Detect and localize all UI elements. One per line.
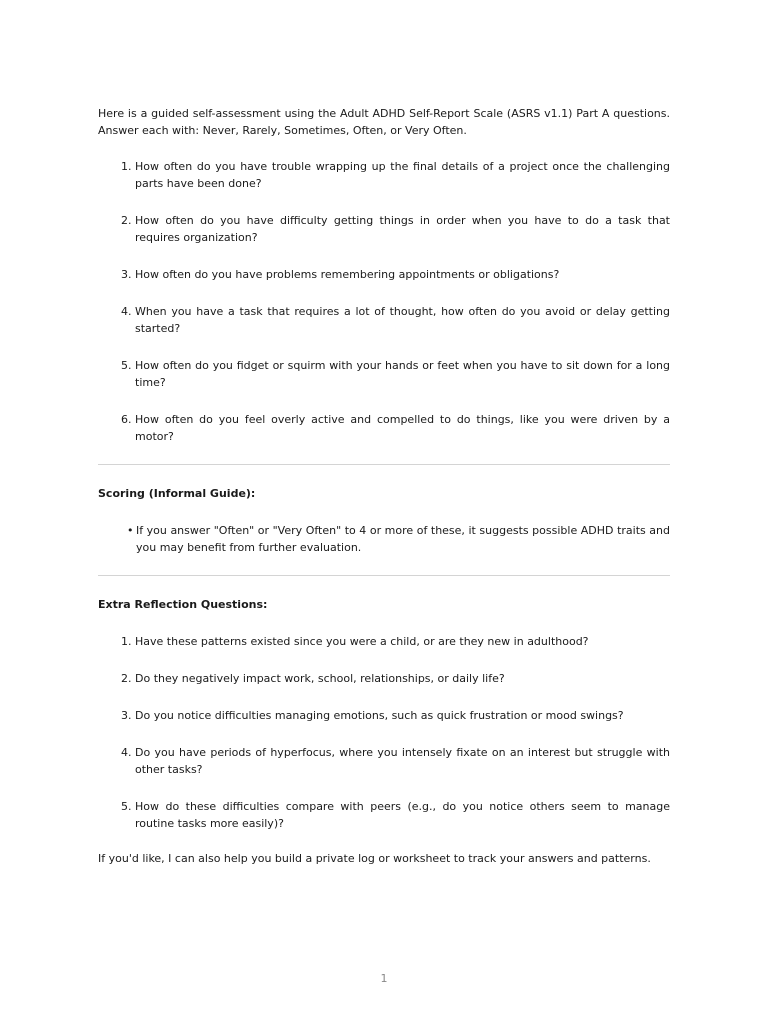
list-item: 4. When you have a task that requires a lot of thought, how often do you avoid or delay getting started? (135, 303, 670, 337)
list-item: 2. How often do you have difficulty getting things in order when you have to do a task that requires organization? (135, 212, 670, 246)
list-item: 5. How do these difficulties compare with peers (e.g., do you notice others seem to manage routine tasks more easily)? (135, 798, 670, 832)
intro-paragraph: Here is a guided self-assessment using the Adult ADHD Self-Report Scale (ASRS v1.1) Part A questions. Answer each with: Never, Rarely, Sometimes, Often, or Very Often. (98, 107, 670, 137)
reflection-heading: Extra Reflection Questions: (98, 598, 268, 611)
asrs-question-list (98, 158, 670, 445)
list-item: 4. Do you have periods of hyperfocus, where you intensely fixate on an interest but struggle with other tasks? (135, 744, 670, 778)
document-page (98, 105, 670, 867)
list-item: 1. How often do you have trouble wrapping up the final details of a project once the challenging parts have been done? (135, 158, 670, 192)
page-number: 1 (380, 972, 388, 985)
section-divider (98, 575, 670, 576)
list-item: 5. How often do you fidget or squirm with your hands or feet when you have to sit down for a long time? (135, 357, 670, 391)
list-item: 6. How often do you feel overly active and compelled to do things, like you were driven by a motor? (135, 411, 670, 445)
scoring-text: If you answer "Often" or "Very Often" to 4 or more of these, it suggests possible ADHD traits and you may benefit from further evaluation. (136, 524, 670, 554)
list-item: 1. Have these patterns existed since you were a child, or are they new in adulthood? (135, 633, 670, 650)
list-item: 3. Do you notice difficulties managing emotions, such as quick frustration or mood swings? (135, 707, 670, 724)
list-item: 3. How often do you have problems remembering appointments or obligations? (135, 266, 670, 283)
reflection-question-list (98, 633, 670, 832)
scoring-heading: Scoring (Informal Guide): (98, 487, 256, 500)
scoring-list (98, 522, 670, 556)
list-item (127, 522, 670, 556)
bullet-marker: • (127, 524, 134, 537)
list-item: 2. Do they negatively impact work, school, relationships, or daily life? (135, 670, 670, 687)
closing-paragraph: If you'd like, I can also help you build a private log or worksheet to track your answers and patterns. (98, 852, 651, 865)
section-divider (98, 464, 670, 465)
